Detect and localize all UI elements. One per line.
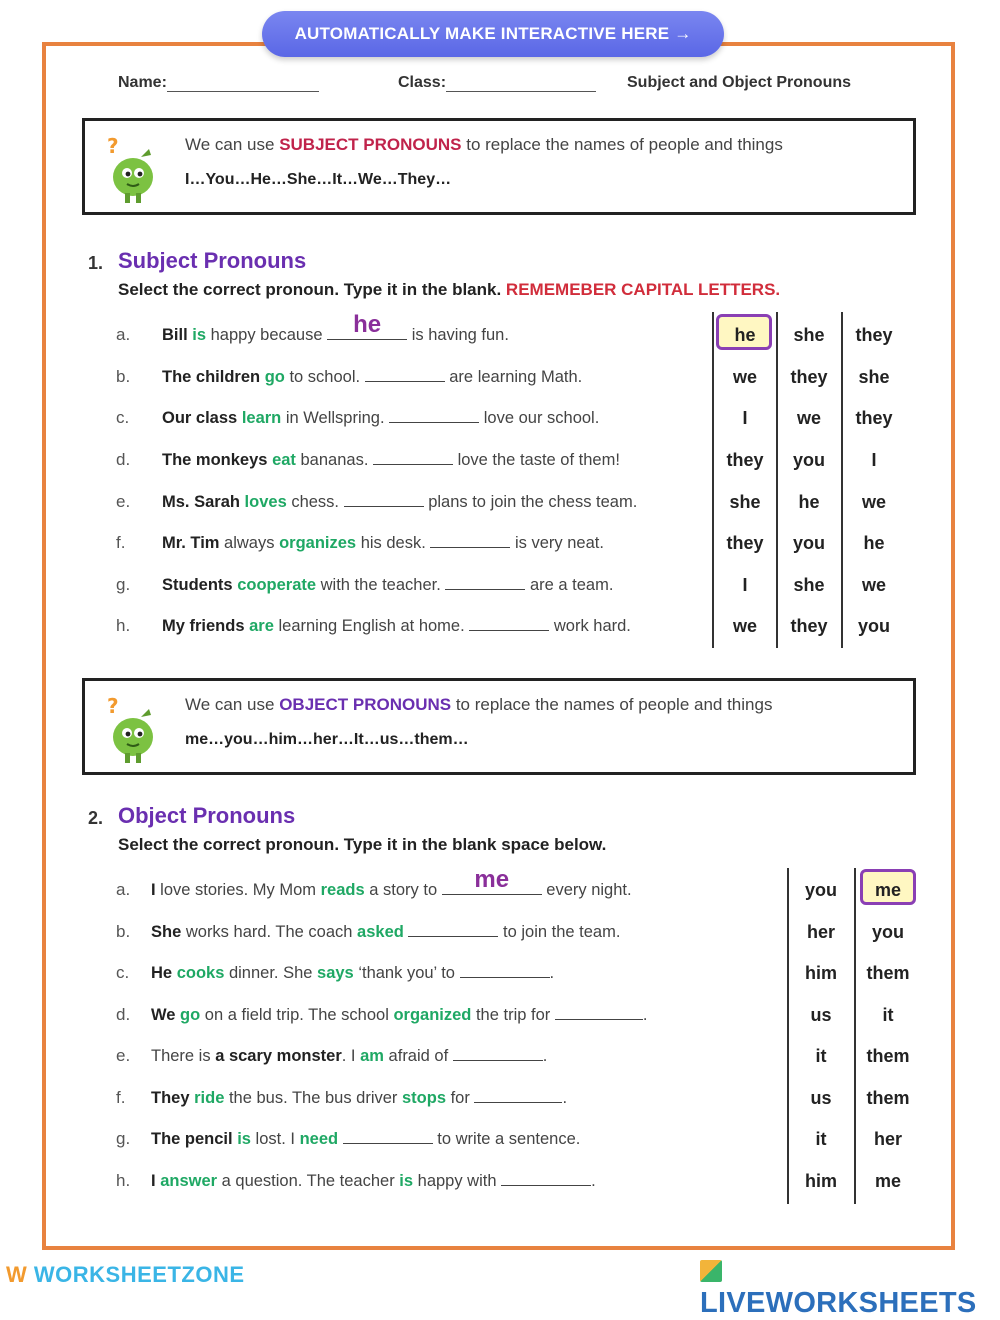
name-field[interactable] <box>118 74 319 92</box>
svg-text:?: ? <box>107 695 119 718</box>
liveworksheets-brand: LIVEWORKSHEETS <box>700 1287 977 1319</box>
s1-row-g <box>0 567 1000 607</box>
item-letter: b. <box>116 922 131 941</box>
option-0[interactable]: he <box>734 325 756 345</box>
s2-row-b <box>0 914 1000 954</box>
option-1[interactable]: them <box>866 963 910 983</box>
answer-blank[interactable] <box>343 1129 433 1144</box>
object-info-suffix: to replace the names of people and things <box>451 695 773 714</box>
s2-row-d <box>0 997 1000 1037</box>
option-0[interactable]: we <box>732 616 757 636</box>
option-1[interactable]: you <box>792 533 825 553</box>
answer-blank[interactable] <box>501 1171 591 1186</box>
item-letter: d. <box>116 1005 131 1024</box>
section1-title: Subject Pronouns <box>118 248 307 273</box>
s2-row-a <box>0 866 1000 912</box>
item-sentence: She works hard. The coach asked to join the team. <box>151 923 621 941</box>
item-letter: e. <box>116 1046 131 1065</box>
item-letter: a. <box>116 880 131 899</box>
item-sentence: They ride the bus. The bus driver stops for . <box>151 1089 568 1107</box>
subject-info-suffix: to replace the names of people and things <box>461 135 783 154</box>
s2-row-c <box>0 955 1000 995</box>
option-1[interactable]: me <box>874 880 901 900</box>
subject-info-box <box>82 118 916 215</box>
answer-blank[interactable] <box>445 575 525 590</box>
option-2[interactable]: she <box>858 367 890 387</box>
mascot-icon <box>103 695 159 765</box>
object-info-prefix: We can use <box>185 695 280 714</box>
s2-row-e <box>0 1038 1000 1078</box>
option-2[interactable]: we <box>861 575 886 595</box>
item-letter: h. <box>116 616 131 635</box>
section2-instruction: Select the correct pronoun. Type it in the blank space below. <box>118 835 607 854</box>
option-0[interactable]: him <box>804 1171 837 1191</box>
answer-value: he <box>353 311 382 338</box>
option-2[interactable]: I <box>871 450 877 470</box>
subject-info-prefix: We can use <box>185 135 280 154</box>
answer-blank[interactable] <box>344 492 424 507</box>
make-interactive-button[interactable]: AUTOMATICALLY MAKE INTERACTIVE HERE → <box>262 11 724 57</box>
option-1[interactable]: they <box>790 616 828 636</box>
answer-blank[interactable] <box>460 963 550 978</box>
item-letter: b. <box>116 367 131 386</box>
item-sentence: I answer a question. The teacher is happy with . <box>151 1172 596 1190</box>
answer-blank[interactable] <box>474 1088 562 1103</box>
item-sentence: I love stories. My Mom reads a story to me every night. <box>151 866 632 899</box>
worksheetzone-brand: WORKSHEETZONE <box>33 1262 245 1287</box>
s1-row-b <box>0 359 1000 399</box>
s2-row-g <box>0 1121 1000 1161</box>
section1-instruction <box>118 280 780 300</box>
option-0[interactable]: us <box>810 1005 832 1025</box>
item-sentence: My friends are learning English at home. work hard. <box>162 617 631 635</box>
subject-pronoun-list: I…You…He…She…It…We…They… <box>185 171 452 188</box>
option-2[interactable]: they <box>855 325 893 345</box>
item-sentence: Our class learn in Wellspring. love our school. <box>162 409 600 427</box>
s2-row-f <box>0 1080 1000 1120</box>
worksheetzone-logo[interactable] <box>6 1262 245 1288</box>
answer-blank[interactable] <box>469 616 549 631</box>
object-info-box <box>82 678 916 775</box>
object-pronoun-list: me…you…him…her…It…us…them… <box>185 731 469 748</box>
class-label: Class: <box>398 74 447 91</box>
option-0[interactable]: they <box>726 450 764 470</box>
mascot-icon <box>103 135 159 205</box>
option-0[interactable]: I <box>742 575 748 595</box>
option-1[interactable]: her <box>873 1129 902 1149</box>
object-info-text <box>185 695 772 715</box>
item-sentence: There is a scary monster. I am afraid of . <box>151 1047 548 1065</box>
s1-row-f <box>0 525 1000 565</box>
option-0[interactable]: she <box>729 492 761 512</box>
option-0[interactable]: you <box>804 880 837 900</box>
item-letter: f. <box>116 533 126 552</box>
s2-row-h <box>0 1163 1000 1203</box>
worksheetzone-mark: W <box>6 1262 28 1287</box>
object-info-highlight: OBJECT PRONOUNS <box>279 695 452 714</box>
item-letter: a. <box>116 325 131 344</box>
option-1[interactable]: we <box>796 408 821 428</box>
item-sentence: The monkeys eat bananas. love the taste of them! <box>162 451 620 469</box>
section1-number: 1. <box>88 253 104 273</box>
option-1[interactable]: she <box>793 325 825 345</box>
item-letter: c. <box>116 408 130 427</box>
answer-blank[interactable] <box>389 408 479 423</box>
option-2[interactable]: we <box>861 492 886 512</box>
answer-blank[interactable] <box>430 533 510 548</box>
option-1[interactable]: them <box>866 1088 910 1108</box>
item-sentence: He cooks dinner. She says ‘thank you’ to . <box>151 964 555 982</box>
subject-info-highlight: SUBJECT PRONOUNS <box>279 135 462 154</box>
section2-title: Object Pronouns <box>118 803 296 828</box>
option-1[interactable]: them <box>866 1046 910 1066</box>
option-2[interactable]: you <box>857 616 890 636</box>
s1-row-e <box>0 484 1000 524</box>
s1-row-c <box>0 400 1000 440</box>
answer-blank[interactable] <box>555 1005 643 1020</box>
subject-info-text <box>185 135 783 155</box>
item-sentence: We go on a field trip. The school organized the trip for . <box>151 1006 648 1024</box>
option-0[interactable]: us <box>810 1088 832 1108</box>
class-field[interactable] <box>398 74 596 92</box>
item-sentence: Ms. Sarah loves chess. plans to join the chess team. <box>162 493 638 511</box>
option-1[interactable]: you <box>871 922 904 942</box>
svg-text:?: ? <box>107 135 119 158</box>
item-sentence: The children go to school. are learning Math. <box>162 368 583 386</box>
item-sentence: Mr. Tim always organizes his desk. is very neat. <box>162 534 604 552</box>
item-sentence: Students cooperate with the teacher. are a team. <box>162 576 614 594</box>
item-letter: f. <box>116 1088 126 1107</box>
option-0[interactable]: him <box>804 963 837 983</box>
option-1[interactable]: he <box>798 492 820 512</box>
option-2[interactable]: they <box>855 408 893 428</box>
option-0[interactable]: her <box>806 922 835 942</box>
item-letter: e. <box>116 492 131 511</box>
class-line[interactable] <box>446 91 596 92</box>
option-0[interactable]: it <box>815 1046 827 1066</box>
option-1[interactable]: they <box>790 367 828 387</box>
liveworksheets-logo-icon <box>700 1260 722 1282</box>
item-letter: g. <box>116 575 131 594</box>
option-0[interactable]: it <box>815 1129 827 1149</box>
answer-blank[interactable] <box>365 367 445 382</box>
name-label: Name: <box>118 74 167 91</box>
worksheet-title: Subject and Object Pronouns <box>627 74 852 91</box>
answer-blank[interactable] <box>408 922 498 937</box>
item-letter: h. <box>116 1171 131 1190</box>
item-letter: g. <box>116 1129 131 1148</box>
answer-value: me <box>474 866 510 893</box>
item-letter: d. <box>116 450 131 469</box>
option-1[interactable]: me <box>874 1171 901 1191</box>
answer-blank[interactable] <box>442 866 542 895</box>
option-0[interactable]: I <box>742 408 748 428</box>
option-1[interactable]: it <box>882 1005 894 1025</box>
liveworksheets-logo[interactable] <box>700 1254 1000 1320</box>
section2-number: 2. <box>88 808 104 828</box>
s1-row-a <box>0 311 1000 357</box>
s1-row-h <box>0 608 1000 648</box>
item-sentence: Bill is happy because he is having fun. <box>162 311 509 344</box>
s1-row-d <box>0 442 1000 482</box>
option-0[interactable]: we <box>732 367 757 387</box>
item-sentence: The pencil is lost. I need to write a sentence. <box>151 1130 581 1148</box>
option-1[interactable]: you <box>792 450 825 470</box>
answer-blank[interactable] <box>327 311 407 340</box>
item-letter: c. <box>116 963 130 982</box>
option-1[interactable]: she <box>793 575 825 595</box>
option-2[interactable]: he <box>863 533 885 553</box>
answer-blank[interactable] <box>373 450 453 465</box>
answer-blank[interactable] <box>453 1046 543 1061</box>
section1-warning: REMEMEBER CAPITAL LETTERS. <box>505 280 781 299</box>
section1-instruction-text: Select the correct pronoun. Type it in the blank. <box>118 280 506 299</box>
name-line[interactable] <box>167 91 319 92</box>
option-0[interactable]: they <box>726 533 764 553</box>
